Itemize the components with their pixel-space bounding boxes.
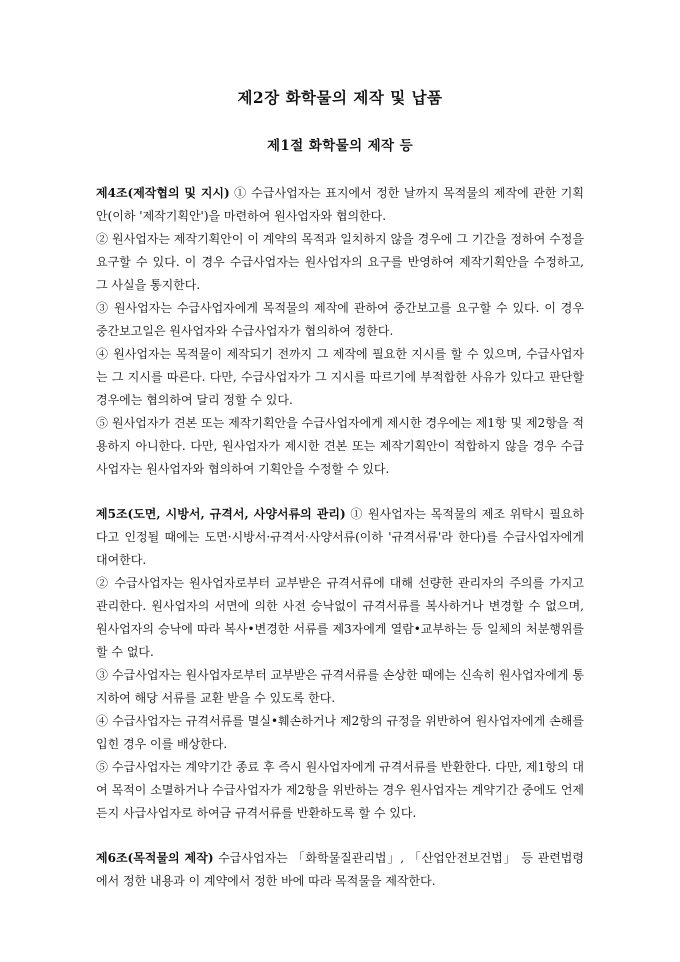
article-paragraph: ③ 원사업자는 수급사업자에게 목적물의 제작에 관하여 중간보고를 요구할 수 있다. 이 경우 중간보고일은 원사업자와 수급사업자가 협의하여 정한다. — [96, 301, 584, 338]
article-paragraph: ⑤ 수급사업자는 계약기간 종료 후 즉시 원사업자에게 규격서류를 반환한다. 다만, 제1항의 대여 목적이 소멸하거나 수급사업자가 제2항을 위반하는 경우 원사업자는 계약기간 중에도 언제든지 사급사업자로 하여금 규격서류를 반환하도록 할 수 있다. — [96, 760, 584, 820]
article-first-clause: ① 원사업자는 목적물의 제조 위탁시 필요하다고 인정될 때에는 도면·시방서·규격서·사양서류(이하 '규격서류'라 한다)를 수급사업자에게 대여한다. — [96, 507, 585, 567]
article-first-clause: 수급사업자는 「화학물질관리법」, 「산업안전보건법」 등 관련법령에서 정한 내용과 이 계약에서 정한 바에 따라 목적물을 제작한다. — [96, 851, 584, 888]
article-paragraph — [96, 847, 584, 893]
article-heading: 제4조(제작협의 및 지시) — [96, 186, 230, 200]
article-paragraph: ② 원사업자는 제작기획안이 이 계약의 목적과 일치하지 않을 경우에 그 기간을 정하여 수정을 요구할 수 있다. 이 경우 수급사업자는 원사업자의 요구를 반영하여 제작기획안을 수정하고, 그 사실을 통지한다. — [96, 232, 584, 292]
article-heading: 제5조(도면, 시방서, 규격서, 사양서류의 관리) — [96, 507, 346, 521]
article-paragraph: ② 수급사업자는 원사업자로부터 교부받은 규격서류에 대해 선량한 관리자의 주의를 가지고 관리한다. 원사업자의 서면에 의한 사전 승낙없이 규격서류를 복사하거나 변경할 수 없으며, 원사업자의 승낙에 따라 복사•변경한 서류를 제3자에게 열람•교부하는 등 일체의 처분행위를 할 수 없다. — [96, 576, 584, 659]
article-paragraph: ⑤ 원사업자가 견본 또는 제작기획안을 수급사업자에게 제시한 경우에는 제1항 및 제2항을 적용하지 아니한다. 다만, 원사업자가 제시한 견본 또는 제작기획안이 적합하지 않을 경우 수급사업자는 원사업자와 협의하여 기획안을 수정할 수 있다. — [96, 416, 584, 476]
article-6 — [96, 847, 584, 893]
article-paragraph: ③ 수급사업자는 원사업자로부터 교부받은 규격서류를 손상한 때에는 신속히 원사업자에게 통지하여 해당 서류를 교환 받을 수 있도록 한다. — [96, 668, 584, 705]
chapter-title: 제2장 화학물의 제작 및 납품 — [237, 88, 443, 107]
article-5 — [96, 503, 584, 825]
article-paragraph: ④ 수급사업자는 규격서류를 멸실•훼손하거나 제2항의 규정을 위반하여 원사업자에게 손해를 입힌 경우 이를 배상한다. — [96, 714, 584, 751]
article-paragraph — [96, 503, 584, 572]
article-4 — [96, 182, 584, 481]
section-title: 제1절 화학물의 제작 등 — [266, 138, 414, 154]
article-paragraph: ④ 원사업자는 목적물이 제작되기 전까지 그 제작에 필요한 지시를 할 수 있으며, 수급사업자는 그 지시를 따른다. 다만, 수급사업자가 그 지시를 따르기에 부적합한 사유가 있다고 판단할 경우에는 협의하여 달리 정할 수 있다. — [96, 347, 584, 407]
article-paragraph — [96, 182, 584, 228]
article-heading: 제6조(목적물의 제작) — [96, 851, 214, 865]
article-first-clause: ① 수급사업자는 표지에서 정한 날까지 목적물의 제작에 관한 기획안(이하 '제작기획안')을 마련하여 원사업자와 협의한다. — [96, 186, 584, 223]
